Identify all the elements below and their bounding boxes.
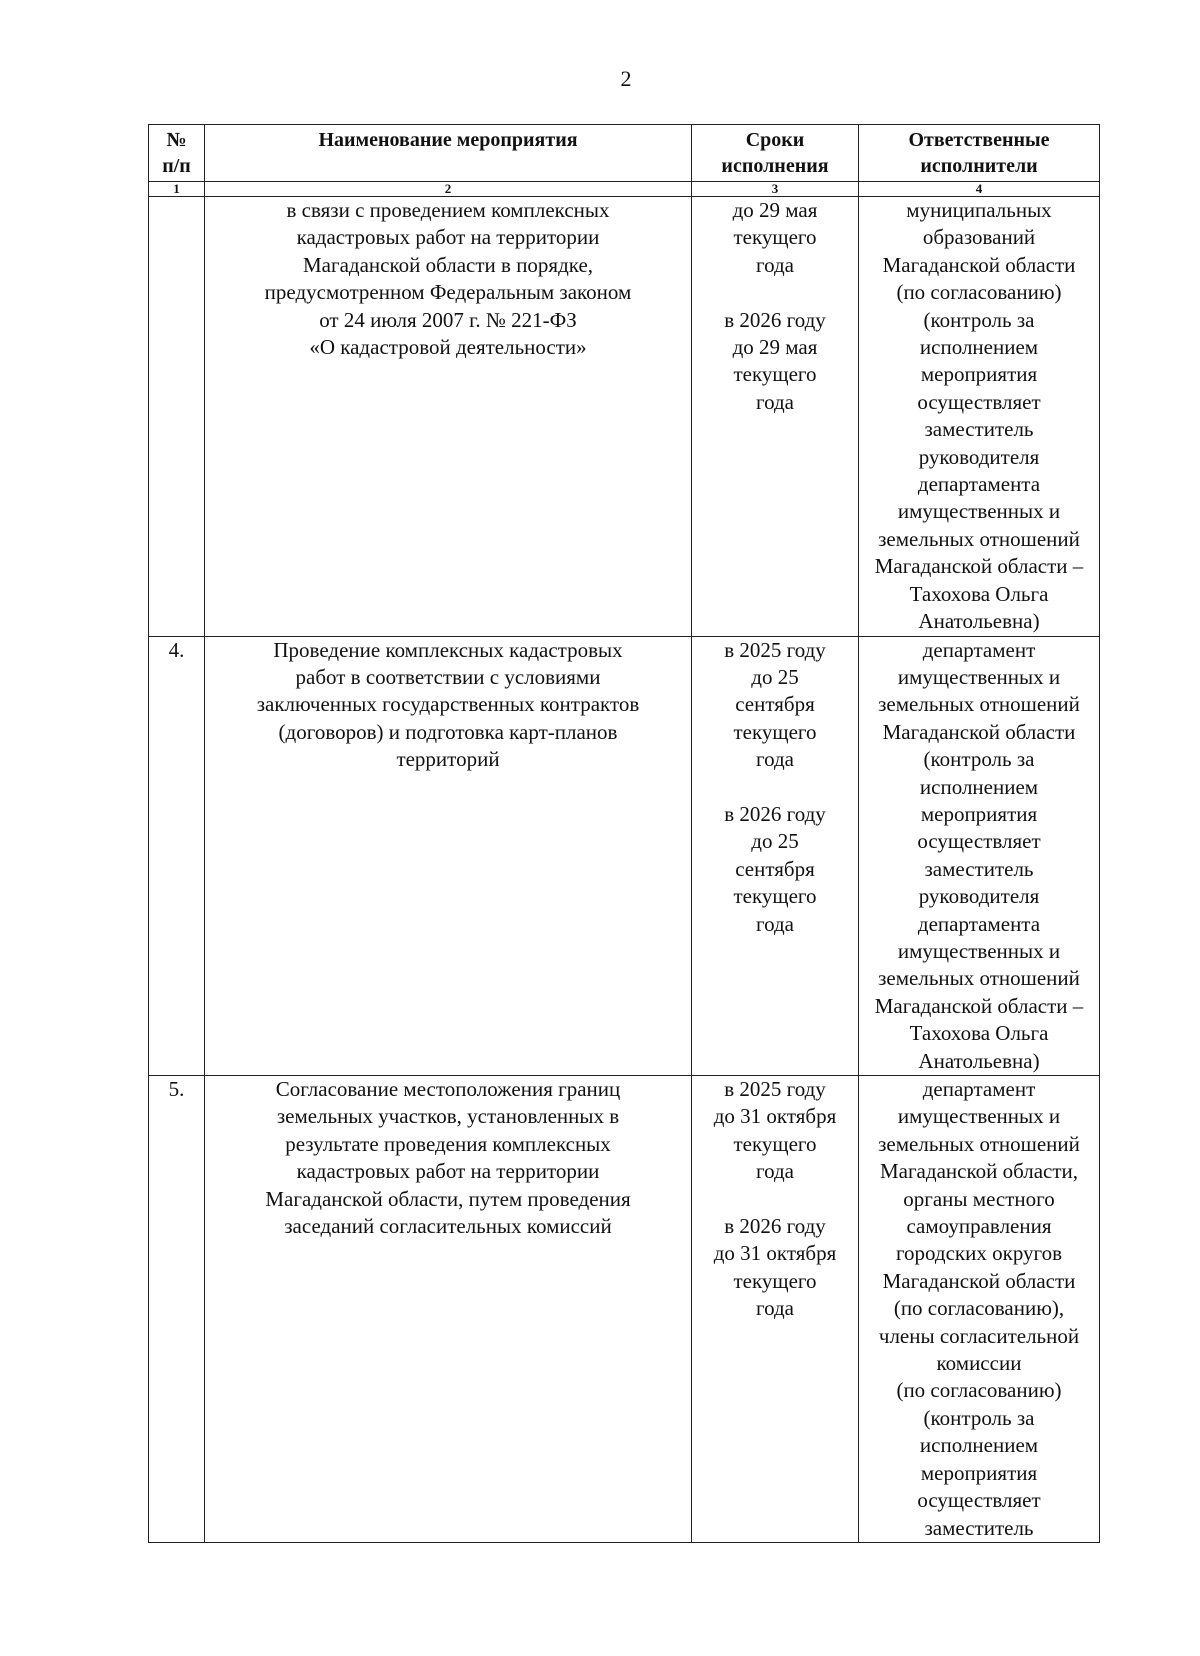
header-activity-name xyxy=(205,125,692,182)
row-number-text: 4. xyxy=(168,637,185,662)
responsible-line: заместитель xyxy=(924,856,1034,881)
responsible-line: члены согласительной xyxy=(878,1323,1080,1348)
deadline-line: в 2026 году xyxy=(724,801,826,826)
responsible-line: исполнением xyxy=(919,774,1039,799)
responsible-line: имущественных и xyxy=(897,664,1061,689)
activity-name-cell xyxy=(205,636,692,1076)
deadline-line: текущего xyxy=(733,884,817,909)
deadline-line: в 2025 году xyxy=(724,1077,826,1101)
activity-name-cell xyxy=(205,197,692,637)
table-header-row xyxy=(149,125,1100,182)
responsible-line: земельных отношений xyxy=(878,526,1080,551)
responsible-line: осуществляет xyxy=(917,829,1041,854)
responsible-line: образований xyxy=(922,225,1036,250)
deadline-line: текущего xyxy=(733,1131,817,1156)
activity-name-line: предусмотренном Федеральным законом xyxy=(264,280,632,305)
deadline-line: сентября xyxy=(735,856,815,881)
deadline-line: года xyxy=(756,252,794,277)
responsible-line: мероприятия xyxy=(920,362,1038,387)
table-row xyxy=(149,197,1100,637)
deadline-line: до 31 октября xyxy=(713,1241,837,1266)
responsible-line: земельных отношений xyxy=(878,1131,1080,1156)
responsible-line: (по согласованию), xyxy=(893,1296,1065,1321)
responsible-line: (по согласованию) xyxy=(896,1378,1062,1403)
header-deadlines-line: Сроки xyxy=(745,129,805,151)
page-number: 2 xyxy=(620,66,632,91)
responsible-line: Магаданской области xyxy=(882,1268,1076,1293)
activity-name-line: земельных участков, установленных в xyxy=(276,1104,620,1129)
deadline-line: года xyxy=(756,389,794,414)
header-deadlines-line: исполнения xyxy=(721,155,829,177)
responsible-line: исполнением xyxy=(919,335,1039,360)
deadline-line: сентября xyxy=(735,692,815,717)
responsible-line: комиссии xyxy=(936,1351,1022,1376)
header-number-line: № xyxy=(166,129,187,151)
activity-name-line: заседаний согласительных комиссий xyxy=(284,1214,612,1239)
responsible-line: Тахохова Ольга xyxy=(909,581,1049,606)
responsible-line: руководителя xyxy=(918,884,1040,909)
deadline-line: до 25 xyxy=(751,829,799,854)
table-row xyxy=(149,1076,1100,1543)
responsible-line: заместитель xyxy=(924,417,1034,442)
deadline-line: года xyxy=(756,911,794,936)
responsible-line: Анатольевна) xyxy=(918,609,1040,634)
activity-name-line: Магаданской области, путем проведения xyxy=(265,1186,631,1211)
responsible-line: департамента xyxy=(917,911,1041,936)
header-responsible-line: исполнители xyxy=(920,155,1038,177)
deadline-line: года xyxy=(756,747,794,772)
deadline-spacer xyxy=(692,1186,858,1213)
responsible-line: заместитель xyxy=(924,1515,1034,1540)
activity-name-line: кадастровых работ на территории xyxy=(296,1159,600,1184)
row-number xyxy=(149,636,205,1076)
activity-name-line: территорий xyxy=(396,747,500,772)
activity-name-line: результате проведения комплексных xyxy=(285,1131,611,1156)
deadline-line: в 2025 году xyxy=(724,637,826,662)
responsible-line: земельных отношений xyxy=(878,692,1080,717)
responsible-line: самоуправления xyxy=(906,1214,1052,1239)
column-numbers-row xyxy=(149,182,1100,197)
header-activity-name-line: Наименование мероприятия xyxy=(318,129,578,151)
responsible-line: (по согласованию) xyxy=(896,280,1062,305)
responsible-cell xyxy=(859,636,1100,1076)
header-number xyxy=(149,125,205,182)
responsible-cell xyxy=(859,197,1100,637)
deadline-line: в 2026 году xyxy=(724,307,826,332)
responsible-line: департамент xyxy=(922,637,1036,662)
header-number-line: п/п xyxy=(162,155,191,177)
responsible-line: (контроль за xyxy=(923,747,1035,772)
deadline-line: текущего xyxy=(733,225,817,250)
deadline-line: текущего xyxy=(733,719,817,744)
activity-name-line: работ в соответствии с условиями xyxy=(295,664,601,689)
column-number: 3 xyxy=(692,182,859,197)
responsible-line: городских округов xyxy=(895,1241,1063,1266)
deadline-line: до 29 мая xyxy=(732,335,818,360)
deadline-cell xyxy=(692,636,859,1076)
deadline-line: текущего xyxy=(733,362,817,387)
activity-name-line: Согласование местоположения границ xyxy=(275,1077,621,1101)
responsible-line: мероприятия xyxy=(920,1460,1038,1485)
activity-name-line: заключенных государственных контрактов xyxy=(256,692,640,717)
activity-name-line: от 24 июля 2007 г. № 221-ФЗ xyxy=(319,307,577,332)
responsible-cell xyxy=(859,1076,1100,1543)
deadline-spacer xyxy=(692,774,858,801)
deadline-cell xyxy=(692,1076,859,1543)
row-number xyxy=(149,1076,205,1543)
responsible-line: департамент xyxy=(922,1077,1036,1101)
deadline-line: года xyxy=(756,1296,794,1321)
deadline-line: до 29 мая xyxy=(732,198,818,222)
column-number: 4 xyxy=(859,182,1100,197)
activity-name-line: «О кадастровой деятельности» xyxy=(309,335,587,360)
responsible-line: органы местного xyxy=(903,1186,1055,1211)
responsible-line: имущественных и xyxy=(897,499,1061,524)
header-responsible-line: Ответственные xyxy=(908,129,1050,151)
deadline-spacer xyxy=(692,279,858,306)
responsible-line: Магаданской области, xyxy=(879,1159,1079,1184)
activity-name-line: кадастровых работ на территории xyxy=(296,225,600,250)
deadline-line: года xyxy=(756,1159,794,1184)
activity-name-cell xyxy=(205,1076,692,1543)
activity-name-line: Проведение комплексных кадастровых xyxy=(273,637,623,662)
responsible-line: руководителя xyxy=(918,444,1040,469)
responsible-line: имущественных и xyxy=(897,938,1061,963)
responsible-line: (контроль за xyxy=(923,1405,1035,1430)
column-number: 2 xyxy=(205,182,692,197)
deadline-line: текущего xyxy=(733,1268,817,1293)
responsible-line: имущественных и xyxy=(897,1104,1061,1129)
responsible-line: Анатольевна) xyxy=(918,1048,1040,1073)
responsible-line: исполнением xyxy=(919,1433,1039,1458)
responsible-line: Магаданской области xyxy=(882,252,1076,277)
deadline-cell xyxy=(692,197,859,637)
responsible-line: осуществляет xyxy=(917,389,1041,414)
activities-table xyxy=(148,124,1100,1543)
deadline-line: до 31 октября xyxy=(713,1104,837,1129)
row-number-text: 5. xyxy=(168,1077,185,1101)
responsible-line: осуществляет xyxy=(917,1488,1041,1513)
row-number xyxy=(149,197,205,637)
activity-name-line: Магаданской области в порядке, xyxy=(302,252,594,277)
responsible-line: Магаданской области xyxy=(882,719,1076,744)
responsible-line: Магаданской области – xyxy=(874,554,1084,579)
responsible-line: Тахохова Ольга xyxy=(909,1021,1049,1046)
column-number: 1 xyxy=(149,182,205,197)
activity-name-line: (договоров) и подготовка карт-планов xyxy=(278,719,618,744)
responsible-line: муниципальных xyxy=(906,198,1052,222)
deadline-line: до 25 xyxy=(751,664,799,689)
responsible-line: мероприятия xyxy=(920,801,1038,826)
header-deadlines xyxy=(692,125,859,182)
responsible-line: земельных отношений xyxy=(878,966,1080,991)
responsible-line: Магаданской области – xyxy=(874,993,1084,1018)
table-row xyxy=(149,636,1100,1076)
header-responsible xyxy=(859,125,1100,182)
responsible-line: (контроль за xyxy=(923,307,1035,332)
deadline-line: в 2026 году xyxy=(724,1214,826,1239)
activity-name-line: в связи с проведением комплексных xyxy=(286,198,610,222)
responsible-line: департамента xyxy=(917,472,1041,497)
